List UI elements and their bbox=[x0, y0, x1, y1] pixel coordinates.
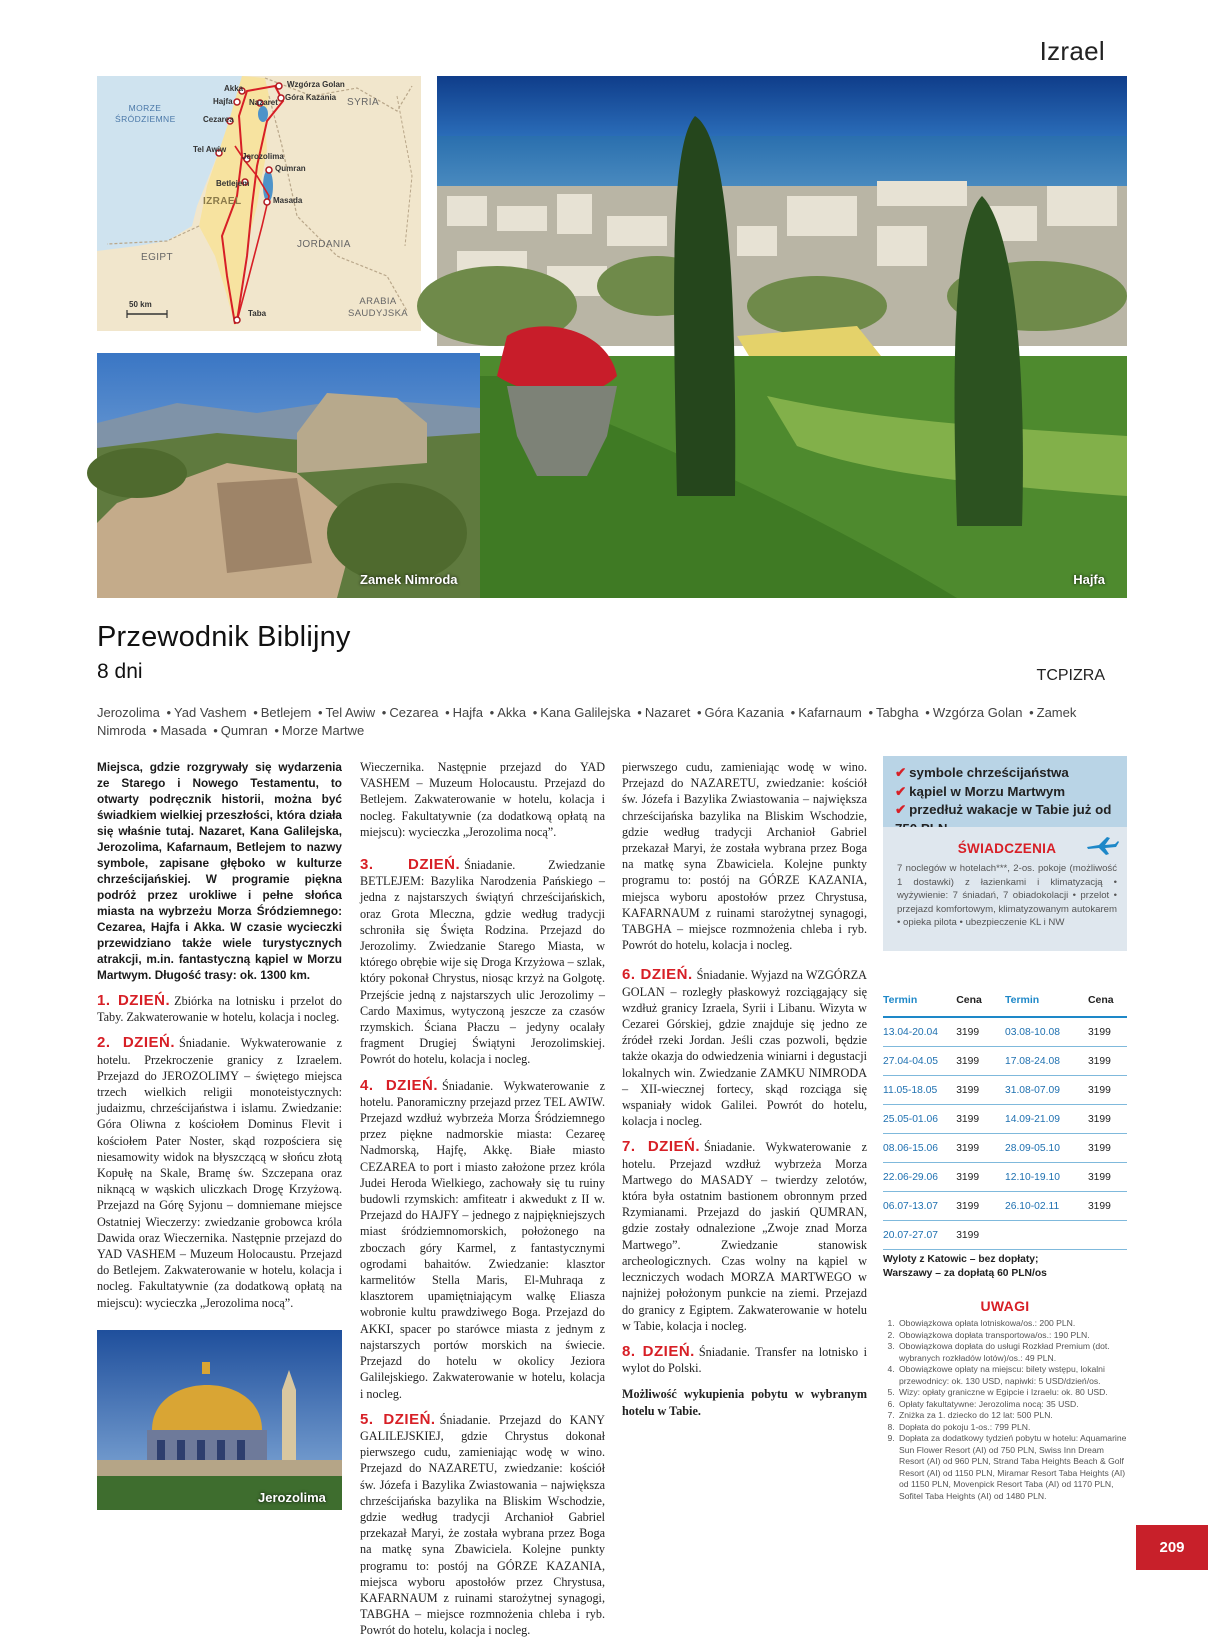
day-8-label: 8. DZIEŃ. bbox=[622, 1342, 695, 1360]
route-stop: Masada bbox=[160, 723, 207, 738]
map-label-nazaret: Nazaret bbox=[249, 98, 278, 107]
term-cell: 06.07-13.07 bbox=[883, 1192, 956, 1221]
map-region-syria: SYRIA bbox=[347, 97, 380, 108]
price-row bbox=[883, 1076, 1127, 1105]
note-item: 6. Opłaty fakultatywne: Jerozolima nocą: 35 USD. bbox=[897, 1399, 1127, 1411]
column-2 bbox=[360, 759, 605, 1638]
departures-line: Wyloty z Katowic – bez dopłaty; bbox=[883, 1254, 1039, 1265]
route-stop: Morze Martwe bbox=[281, 723, 365, 738]
term-cell: 14.09-21.09 bbox=[1005, 1105, 1088, 1134]
photo-nimrod-image bbox=[97, 353, 480, 598]
route-separator: • bbox=[381, 705, 387, 720]
price-cell: 3199 bbox=[956, 1163, 1005, 1192]
services-box bbox=[883, 827, 1127, 951]
term-cell: 12.10-19.10 bbox=[1005, 1163, 1088, 1192]
day-6-text: Śniadanie. Wyjazd na WZGÓRZA GOLAN – rozległy płaskowyż rozciągający się wzdłuż granicy Izraela, Syrii i Libanu. Wizyta w Cezarei Górskiej, gdzie znajduje się jedno ze źródeł rzeki Jordan. Jeśli czas pozwoli, będzie także okazja do odwiedzenia winiarni i degustacji lokalnych win. Zwiedzanie ZAMKU NIMRODA – XII-wiecznej fortecy, skąd rozciąga się wspaniały widok Galilei. Powrót do hotelu, kolacja i nocleg. bbox=[622, 968, 867, 1129]
route-separator: • bbox=[637, 705, 642, 720]
route-separator: • bbox=[274, 723, 279, 738]
route-stop: Hajfa bbox=[452, 705, 484, 720]
term-cell: 11.05-18.05 bbox=[883, 1076, 956, 1105]
price-row bbox=[883, 1017, 1127, 1047]
caption-nimrod: Zamek Nimroda bbox=[360, 572, 458, 587]
tour-code: TCPIZRA bbox=[1036, 667, 1105, 684]
route-separator: • bbox=[868, 705, 873, 720]
term-cell: 31.08-07.09 bbox=[1005, 1076, 1088, 1105]
term-cell: 03.08-10.08 bbox=[1005, 1017, 1088, 1047]
map-label-cezarea: Cezarea bbox=[203, 115, 234, 124]
price-cell: 3199 bbox=[1088, 1163, 1127, 1192]
route-separator: • bbox=[790, 705, 796, 720]
price-cell: 3199 bbox=[1088, 1134, 1127, 1163]
route-stop: Cezarea bbox=[389, 705, 439, 720]
route-separator: • bbox=[532, 705, 538, 720]
day-2-continued: Wieczernika. Następnie przejazd do YAD VASHEM – Muzeum Holocaustu. Przejazd do Betlejem. Zakwaterowanie w hotelu, kolacja i nocleg. Fakultatywnie (za dodatkową opłatą na miejscu): wycieczka „Jerozolima nocą”. bbox=[360, 760, 605, 839]
note-item: 9. Dopłata za dodatkowy tydzień pobytu w hotelu: Aquamarine Sun Flower Resort (AI) od 750 PLN, Swiss Inn Dream Resort (AI) od 960 PLN, Strand Taba Heights Beach & Golf Resort (AI) od 1150 PLN, Miramar Resort Taba Heights (AI) od 1150 PLN, Movenpick Resort Taba (AI) od 1170 PLN, Sofitel Taba Heights (AI) od 1480 PLN. bbox=[897, 1433, 1127, 1502]
price-table bbox=[883, 990, 1127, 1250]
route-stop: Kafarnaum bbox=[798, 705, 862, 720]
map-label-golan: Wzgórza Golan bbox=[287, 80, 345, 89]
caption-haifa: Hajfa bbox=[1073, 572, 1105, 587]
map-label-qumran: Qumran bbox=[275, 164, 306, 173]
day-5-continued: pierwszego cudu, zamieniając wodę w wino. Przejazd do NAZARETU, zwiedzanie: kościół św. Józefa i Bazylika Zwiastowania – największa chrześcijańska bazylika na Bliskim Wschodzie, gdzie według tradycji Archanioł Gabriel przekazał Maryi, że została wybrana przez Boga na matkę syna Zbawiciela. Kolejne punkty programu to: postój na GÓRZE KAZANIA, miejsca wyboru apostołów przez Chrystusa, KAFARNAUM z ruinami starożytnej synagogi, TABGHA – miejsce rozmnożenia chleba i ryb. Powrót do hotelu, kolacja i nocleg. bbox=[622, 760, 867, 953]
route-stop: Akka bbox=[497, 705, 527, 720]
note-item: 7. Zniżka za 1. dziecko do 12 lat: 500 PLN. bbox=[897, 1410, 1127, 1422]
price-cell: 3199 bbox=[1088, 1076, 1127, 1105]
stay-note: Możliwość wykupienia pobytu w wybranym hotelu w Tabie. bbox=[622, 1387, 867, 1418]
page-number: 209 bbox=[1136, 1525, 1208, 1570]
price-cell: 3199 bbox=[956, 1076, 1005, 1105]
map-label-masada: Masada bbox=[273, 196, 303, 205]
airplane-icon bbox=[1085, 835, 1119, 855]
route-separator: • bbox=[166, 705, 172, 720]
route-stop: Kana Galilejska bbox=[540, 705, 631, 720]
route-separator: • bbox=[213, 723, 218, 738]
day-4 bbox=[360, 1078, 605, 1402]
route-separator: • bbox=[445, 705, 450, 720]
map-label-taba: Taba bbox=[248, 309, 267, 318]
day-5-label: 5. DZIEŃ. bbox=[360, 1410, 436, 1428]
route-separator: • bbox=[253, 705, 258, 720]
route-stop: Zamek Nimroda bbox=[97, 705, 1077, 738]
price-cell: 3199 bbox=[956, 1105, 1005, 1134]
country-title: Izrael bbox=[1039, 36, 1105, 66]
col-header-price: Cena bbox=[956, 990, 1005, 1017]
route-stop: Tel Awiw bbox=[325, 705, 376, 720]
route-stop: Tabgha bbox=[876, 705, 919, 720]
day-2 bbox=[97, 1035, 342, 1327]
col-header-term: Termin bbox=[1005, 990, 1088, 1017]
price-cell: 3199 bbox=[956, 1221, 1005, 1250]
term-cell: 27.04-04.05 bbox=[883, 1047, 956, 1076]
route-separator: • bbox=[152, 723, 158, 738]
note-item: 1. Obowiązkowa opłata lotniskowa/os.: 200 PLN. bbox=[897, 1318, 1127, 1330]
route-separator: • bbox=[489, 705, 495, 720]
note-item: 4. Obowiązkowe opłaty na miejscu: bilety wstępu, lokalni przewodnicy: ok. 130 USD, napiwki: 5 USD/dzień/os. bbox=[897, 1364, 1127, 1387]
tour-route bbox=[97, 704, 1107, 740]
price-cell: 3199 bbox=[1088, 1105, 1127, 1134]
highlights-box bbox=[883, 756, 1127, 827]
term-cell: 08.06-15.06 bbox=[883, 1134, 956, 1163]
route-stop: Yad Vashem bbox=[174, 705, 247, 720]
note-item: 2. Obowiązkowa dopłata transportowa/os.: 190 PLN. bbox=[897, 1330, 1127, 1342]
route-stop: Jerozolima bbox=[97, 705, 160, 720]
photo-nimrod bbox=[97, 353, 480, 598]
services-title: ŚWIADCZENIA bbox=[957, 841, 1057, 856]
route-stop: Góra Kazania bbox=[704, 705, 785, 720]
day-8 bbox=[622, 1344, 867, 1376]
day-3 bbox=[360, 857, 605, 1068]
day-2-text: Śniadanie. Wykwaterowanie z hotelu. Przekroczenie granicy z Izraelem. Przejazd do JEROZOLIMY – świętego miejsca trzech wielkich religii monoteistycznych: judaizmu, chrześcijaństwa i islamu. Zwiedzanie: Góra Oliwna z kościołem Dominus Flevit i kościołem Pater Noster, skąd rozpościera się niesamowity widok na błyszczącą w słońcu złotą Kopułę na Skale, Bramę św. Szczepana oraz niknącą w wąskich uliczkach Drogę Krzyżową. Przejazd na Górę Syjonu – domniemane miejsce Ostatniej Wieczerzy: zwiedzanie grobowca króla Dawida oraz Wieczernika. Następnie przejazd do YAD VASHEM – Muzeum Holocaustu. Przejazd do Betlejem. Zakwaterowanie w hotelu, kolacja i nocleg. Fakultatywnie (za dodatkową opłatą na miejscu): wycieczka „Jerozolima nocą”. bbox=[97, 1036, 342, 1310]
day-5 bbox=[360, 1410, 605, 1638]
highlight-item: ✔ przedłuż wakacje w Tabie już od bbox=[895, 802, 1112, 817]
price-cell: 3199 bbox=[1088, 1192, 1127, 1221]
price-cell: 3199 bbox=[956, 1017, 1005, 1047]
price-row bbox=[883, 1105, 1127, 1134]
term-cell: 17.08-24.08 bbox=[1005, 1047, 1088, 1076]
price-row bbox=[883, 1163, 1127, 1192]
route-stop: Wzgórza Golan bbox=[932, 705, 1023, 720]
note-item: 3. Obowiązkowa dopłata do usługi Rozkład Premium (dot. wybranych rozkładów lotów)/os.: 49 PLN. bbox=[897, 1341, 1127, 1364]
note-item: 8. Dopłata do pokoju 1-os.: 799 PLN. bbox=[897, 1422, 1127, 1434]
map-region-jordan: JORDANIA bbox=[297, 239, 351, 250]
note-item: 5. Wizy: opłaty graniczne w Egipcie i Izraelu: ok. 80 USD. bbox=[897, 1387, 1127, 1399]
photo-haifa-image bbox=[437, 76, 1127, 598]
route-map bbox=[97, 76, 421, 331]
photo-jerusalem bbox=[97, 1330, 342, 1510]
price-cell: 3199 bbox=[956, 1134, 1005, 1163]
map-region-israel: IZRAEL bbox=[203, 196, 242, 207]
price-row bbox=[883, 1221, 1127, 1250]
map-region-egypt: EGIPT bbox=[141, 252, 174, 263]
term-cell: 20.07-27.07 bbox=[883, 1221, 956, 1250]
day-8-text: Śniadanie. Transfer na lotnisko i wylot do Polski. bbox=[622, 1344, 867, 1376]
term-cell: 13.04-20.04 bbox=[883, 1017, 956, 1047]
term-cell: 25.05-01.06 bbox=[883, 1105, 956, 1134]
day-6 bbox=[622, 967, 867, 1129]
map-label-gora-kazania: Góra Kazania bbox=[285, 93, 337, 102]
intro-text: Miejsca, gdzie rozgrywały się wydarzenia ze Starego i Nowego Testamentu, to otwarty podręcznik historii, można być świadkiem wielkiej przeszłości, która działa się właśnie tutaj. Nazaret, Kana Galilejska, Jerozolima, Kafarnaum, Betlejem to nazwy symbole, zapisane głęboko w kulturze chrześcijańskiej. W programie piękna podróż przez urokliwe i pełne słońca miasta na wybrzeżu Morza Śródziemnego: Cezarea, Hajfa i Akka. W czasie wycieczki przewidziano także wiele turystycznych atrakcji, m.in. fantastyczną kąpiel w Morzu Martwym. Długość trasy: ok. 1300 km. bbox=[97, 760, 342, 982]
route-separator: • bbox=[696, 705, 702, 720]
day-1 bbox=[97, 993, 342, 1025]
price-cell: 3199 bbox=[956, 1192, 1005, 1221]
check-icon: ✔ bbox=[895, 765, 907, 780]
price-cell: 3199 bbox=[1088, 1017, 1127, 1047]
notes-list bbox=[883, 1318, 1127, 1502]
col-header-term: Termin bbox=[883, 990, 956, 1017]
notes-box bbox=[883, 1298, 1127, 1502]
term-cell: 22.06-29.06 bbox=[883, 1163, 956, 1192]
price-cell bbox=[1088, 1221, 1127, 1250]
day-4-label: 4. DZIEŃ. bbox=[360, 1076, 439, 1094]
caption-jerusalem: Jerozolima bbox=[258, 1490, 326, 1505]
day-1-text: Zbiórka na lotnisku i przelot do Taby. Zakwaterowanie w hotelu, kolacja i nocleg. bbox=[97, 994, 342, 1025]
price-row bbox=[883, 1192, 1127, 1221]
route-separator: • bbox=[1029, 705, 1034, 720]
term-cell bbox=[1005, 1221, 1088, 1250]
day-7-label: 7. DZIEŃ. bbox=[622, 1138, 701, 1156]
tour-title: Przewodnik Biblijny bbox=[97, 621, 351, 653]
map-scale-label: 50 km bbox=[129, 300, 152, 309]
day-3-text: Śniadanie. Zwiedzanie BETLEJEM: Bazylika Narodzenia Pańskiego – jedna z najstarszych świątyń chrześcijańskich, oraz Grota Mleczna, gdzie według tradycji schroniła się Święta Rodzina. Przejazd do Jerozolimy. Zwiedzanie Starego Miasta, w którego obrębie wije się Droga Krzyżowa – szlak, który pokonał Chrystus, niosąc krzyż na Golgotę. Przejście jedną z najstarszych ulic Jerozolimy – Cardo Maximus, wytyczoną jeszcze za czasów rzymskich. Ściana Płaczu – jedyny ocalały fragment Drugiej Świątyni Jerozolimskiej. Powrót do hotelu, kolacja i nocleg. bbox=[360, 858, 605, 1067]
day-6-label: 6. DZIEŃ. bbox=[622, 966, 693, 984]
day-1-label: 1. DZIEŃ. bbox=[97, 992, 171, 1009]
map-label-akka: Akka bbox=[224, 84, 244, 93]
highlight-item: ✔ symbole chrześcijaństwa bbox=[895, 765, 1069, 780]
column-3 bbox=[622, 759, 867, 1429]
day-4-text: Śniadanie. Wykwaterowanie z hotelu. Panoramiczny przejazd przez TEL AWIW. Przejazd wzdłuż wybrzeża Morza Śródziemnego przez piękne nadmorskie miasta: Cezareę Nadmorską, Hajfę, Akkę. Białe miasto CEZAREA to port i miasto założone przez króla Judei Heroda Wielkiego, zachowały się tu ruiny budowli rzymskich: amfiteatr i akwedukt z II w. Przejazd do HAJFY – jednego z najpiękniejszych miast śródziemnomorskich, położonego na zboczach góry Karmel, z fantastycznymi ogrodami bahaitów. Zwiedzanie: klasztor karmelitów Stella Maris, El-Muhraqa z klasztorem upamiętniającym walkę Eliasza wobronie kultu prawdziwego Boga. Przejazd do AKKI, spacer po starówce miasta z jednym z najstarszych portów morskich na świecie. Przejazd do hotelu w okolicy Jeziora Galilejskiego. Zakwaterowanie w hotelu, kolacja i nocleg. bbox=[360, 1078, 605, 1401]
photo-jerusalem-image bbox=[97, 1330, 342, 1510]
route-stop: Betlejem bbox=[260, 705, 312, 720]
column-1 bbox=[97, 759, 342, 1327]
highlight-item: ✔ kąpiel w Morzu Martwym bbox=[895, 783, 1066, 799]
check-icon: ✔ bbox=[895, 783, 907, 799]
services-text: 7 noclegów w hotelach***, 2-os. pokoje (możliwość 1 dostawki) z łazienkami i klimatyzacją • wyżywienie: 7 śniadań, 7 obiadokolacji • przelot • przejazd komfortowym, klimatyzowanym autokarem • opieka pilota • ubezpieczenie KL i NW bbox=[897, 863, 1117, 928]
check-icon: ✔ bbox=[895, 802, 907, 817]
departures-note bbox=[883, 1253, 1127, 1281]
route-separator: • bbox=[317, 705, 323, 720]
route-stop: Nazaret bbox=[644, 705, 691, 720]
price-cell: 3199 bbox=[956, 1047, 1005, 1076]
term-cell: 28.09-05.10 bbox=[1005, 1134, 1088, 1163]
map-region-saudi: ARABIA SAUDYJSKA bbox=[347, 296, 409, 319]
map-label-tel-awiw: Tel Awiw bbox=[193, 145, 227, 154]
price-row bbox=[883, 1134, 1127, 1163]
departures-line: Warszawy – za dopłatą 60 PLN/os bbox=[883, 1268, 1047, 1279]
map-label-jerozolima: Jerozolima bbox=[242, 152, 284, 161]
day-2-label: 2. DZIEŃ. bbox=[97, 1034, 176, 1052]
photo-haifa bbox=[437, 76, 1127, 598]
day-5-text: Śniadanie. Przejazd do KANY GALILEJSKIEJ, gdzie Chrystus dokonał pierwszego cudu, zamieniając wodę w wino. Przejazd do NAZARETU, zwiedzanie: kościół św. Józefa i Bazylika Zwiastowania – największa chrześcijańska bazylika na Bliskim Wschodzie, gdzie według tradycji Archanioł Gabriel przekazał Maryi, że została wybrana przez Boga na matkę syna Zbawiciela. Kolejne punkty programu to: postój na GÓRZE KAZANIA, miejsca wyboru apostołów przez Chrystusa, KAFARNAUM z ruinami starożytnej synagogi, TABGHA – miejsce rozmnożenia chleba i ryb. Powrót do hotelu, kolacja i nocleg. bbox=[360, 1412, 605, 1638]
term-cell: 26.10-02.11 bbox=[1005, 1192, 1088, 1221]
map-label-hajfa: Hajfa bbox=[213, 97, 233, 106]
tour-duration: 8 dni bbox=[97, 660, 143, 683]
price-cell: 3199 bbox=[1088, 1047, 1127, 1076]
col-header-price: Cena bbox=[1088, 990, 1127, 1017]
day-3-label: 3. DZIEŃ. bbox=[360, 856, 461, 873]
map-label-betlejem: Betlejem bbox=[216, 179, 250, 188]
day-7 bbox=[622, 1139, 867, 1333]
route-stop: Qumran bbox=[220, 723, 268, 738]
day-7-text: Śniadanie. Wykwaterowanie z hotelu. Przejazd wzdłuż wybrzeża Morza Martwego do MASADY – twierdzy zelotów, która była ostatnim bastionem obronnym przed Rzymianami. Przejazd do jaskiń QUMRAN, gdzie zostały odnalezione „Zwoje znad Morza Martwego”. Zwiedzanie stanowisk archeologicznych. Czas wolny na kąpiel w leczniczych wodach MORZA MARTWEGO w najniżej położonym punkcie na ziemi. Przejazd do granicy z Egiptem. Zakwaterowanie w hotelu w Tabie, kolacja i nocleg. bbox=[622, 1140, 867, 1333]
route-separator: • bbox=[925, 705, 930, 720]
notes-title: UWAGI bbox=[980, 1298, 1030, 1314]
price-row bbox=[883, 1047, 1127, 1076]
map-region-sea: MORZE ŚRÓDZIEMNE bbox=[115, 103, 176, 124]
